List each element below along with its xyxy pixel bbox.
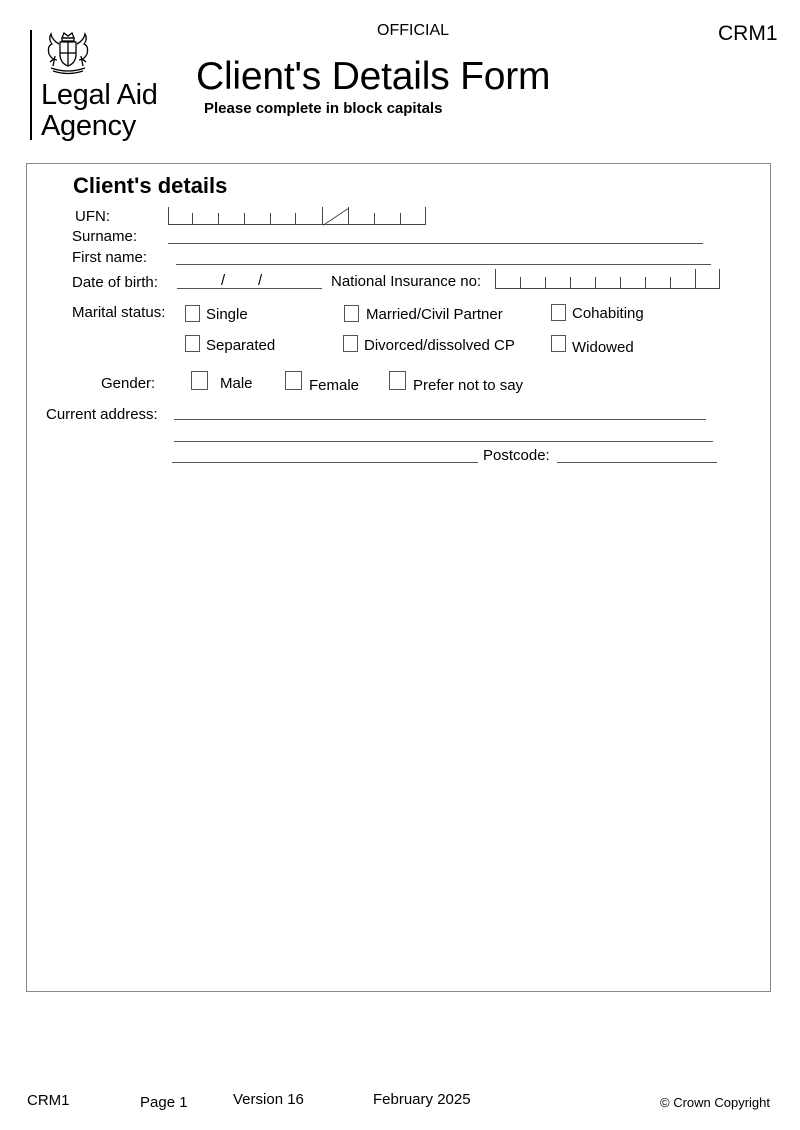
logo-line-1: Legal Aid (41, 79, 158, 111)
agency-logo-text (41, 80, 158, 142)
postcode-label: Postcode: (483, 447, 550, 464)
first-name-field[interactable] (176, 264, 711, 265)
ufn-label: UFN: (75, 208, 110, 225)
married-civil-partner-checkbox[interactable] (344, 305, 359, 322)
dob-separator: / (258, 272, 263, 289)
widowed-option-label: Widowed (572, 339, 634, 356)
footer-page-number: Page 1 (140, 1094, 188, 1111)
surname-label: Surname: (72, 228, 138, 245)
gender-label: Gender: (101, 375, 156, 392)
footer-copyright: © Crown Copyright (660, 1095, 771, 1110)
royal-crest-icon (43, 30, 93, 76)
married-option-label: Married/Civil Partner (366, 306, 503, 323)
male-option-label: Male (220, 375, 253, 392)
address-line-3-field[interactable] (172, 462, 478, 463)
ni-number-field[interactable] (495, 270, 720, 289)
form-code: CRM1 (718, 22, 778, 45)
prefer-not-option-label: Prefer not to say (413, 377, 524, 394)
section-title: Client's details (73, 173, 228, 198)
surname-field[interactable] (168, 243, 703, 244)
classification-label: OFFICIAL (377, 22, 450, 39)
postcode-field[interactable] (557, 462, 717, 463)
separated-option-label: Separated (206, 337, 276, 354)
cohabiting-checkbox[interactable] (551, 304, 566, 321)
footer-version: Version 16 (233, 1091, 304, 1108)
dob-field[interactable] (177, 288, 322, 289)
ufn-field[interactable] (168, 208, 426, 225)
separated-checkbox[interactable] (185, 335, 200, 352)
address-line-1-field[interactable] (174, 419, 706, 420)
ni-label: National Insurance no: (331, 273, 482, 290)
footer-form-code: CRM1 (27, 1092, 70, 1109)
current-address-label: Current address: (46, 406, 158, 423)
divorced-option-label: Divorced/dissolved CP (364, 337, 515, 354)
marital-status-label: Marital status: (72, 304, 166, 321)
address-line-2-field[interactable] (174, 441, 713, 442)
divorced-dissolved-cp-checkbox[interactable] (343, 335, 358, 352)
logo-bar (30, 30, 32, 140)
female-checkbox[interactable] (285, 371, 302, 390)
male-checkbox[interactable] (191, 371, 208, 390)
single-checkbox[interactable] (185, 305, 200, 322)
logo-line-2: Agency (41, 110, 136, 142)
footer-date: February 2025 (373, 1091, 471, 1108)
cohabiting-option-label: Cohabiting (572, 305, 644, 322)
female-option-label: Female (309, 377, 360, 394)
single-option-label: Single (206, 306, 248, 323)
page-title: Client's Details Form (196, 55, 551, 98)
page-subtitle: Please complete in block capitals (204, 100, 443, 117)
widowed-checkbox[interactable] (551, 335, 566, 352)
dob-separator: / (221, 272, 226, 289)
first-name-label: First name: (72, 249, 148, 266)
prefer-not-to-say-checkbox[interactable] (389, 371, 406, 390)
dob-label: Date of birth: (72, 274, 158, 291)
